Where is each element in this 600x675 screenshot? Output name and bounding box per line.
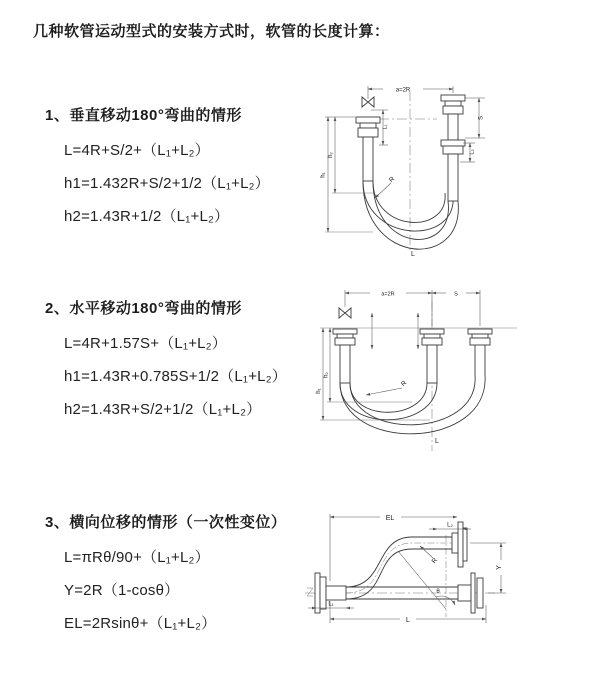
dim-label-h2: h₂ [328, 152, 334, 158]
dim-label-r: R [399, 379, 409, 389]
formula-y: Y=2R（1-cosθ） [64, 582, 180, 599]
formula-length: L=4R+1.57S+（L₁+L₂） [64, 335, 227, 352]
vertical-180-bend-diagram [315, 75, 525, 260]
left-flange [356, 117, 380, 181]
dim-label-h1: h₁ [316, 388, 322, 394]
braided-hose-section [363, 137, 373, 181]
dim-label-l: L [435, 438, 439, 445]
formula-h2: h2=1.43R+1/2（L₁+L₂） [64, 208, 230, 225]
dim-label-h2: h₂ [323, 372, 330, 378]
section-2-heading: 2、水平移动180°弯曲的情形 [45, 300, 242, 317]
dim-label-l2: L₂ [469, 149, 476, 155]
hose-u-bend [363, 181, 458, 249]
dimension-lines [308, 514, 506, 623]
dim-label-a2r: a=2R [381, 291, 395, 298]
dim-label-y: Y [496, 565, 503, 570]
dim-label-s: S [454, 291, 458, 298]
dim-label-s: S [478, 115, 485, 121]
braided-hose-section [340, 345, 350, 383]
dim-label-l: L [405, 615, 411, 624]
centerline-symbol [307, 588, 313, 596]
formula-h2: h2=1.43R+S/2+1/2（L₁+L₂） [64, 401, 262, 418]
dim-label-r: R [430, 556, 440, 566]
dim-label-a2r: a=2R [395, 87, 411, 94]
lateral-displacement-diagram [300, 505, 575, 650]
dim-label-theta: θ [436, 589, 440, 595]
formula-length: L=4R+S/2+（L₁+L₂） [64, 142, 210, 159]
dim-label-l1: L₁ [328, 601, 334, 608]
right-flange-two-positions [441, 95, 465, 201]
centerlines [379, 91, 437, 253]
valve-icon [339, 308, 351, 318]
angle-construction [398, 551, 455, 609]
left-flange [333, 329, 357, 383]
center-flange [420, 329, 444, 383]
section-3-heading: 3、横向位移的情形（一次性变位） [45, 514, 287, 531]
right-flange-moved-position [468, 329, 492, 375]
formula-length: L=πRθ/90+（L₁+L₂） [64, 549, 210, 566]
hose-u-bend [340, 375, 485, 434]
dim-label-l: L [411, 251, 415, 258]
braided-hose-section [427, 345, 437, 383]
page-title: 几种软管运动型式的安装方式时，软管的长度计算： [33, 23, 390, 40]
braided-hose-section [448, 154, 458, 201]
right-bottom-flange [458, 573, 483, 613]
section-1-heading: 1、垂直移动180°弯曲的情形 [45, 107, 242, 124]
horizontal-180-bend-diagram [312, 283, 567, 463]
dim-label-h1: h₁ [320, 172, 327, 178]
formula-h1: h1=1.432R+S/2+1/2（L₁+L₂） [64, 175, 270, 192]
dim-label-l2: L₂ [447, 522, 453, 529]
dim-label-r: R [387, 175, 397, 185]
dim-label-el: EL [385, 515, 395, 522]
formula-el: EL=2Rsinθ+（L₁+L₂） [64, 615, 217, 632]
dim-label-l1: L₁ [382, 124, 389, 130]
formula-h1: h1=1.43R+0.785S+1/2（L₁+L₂） [64, 368, 287, 385]
